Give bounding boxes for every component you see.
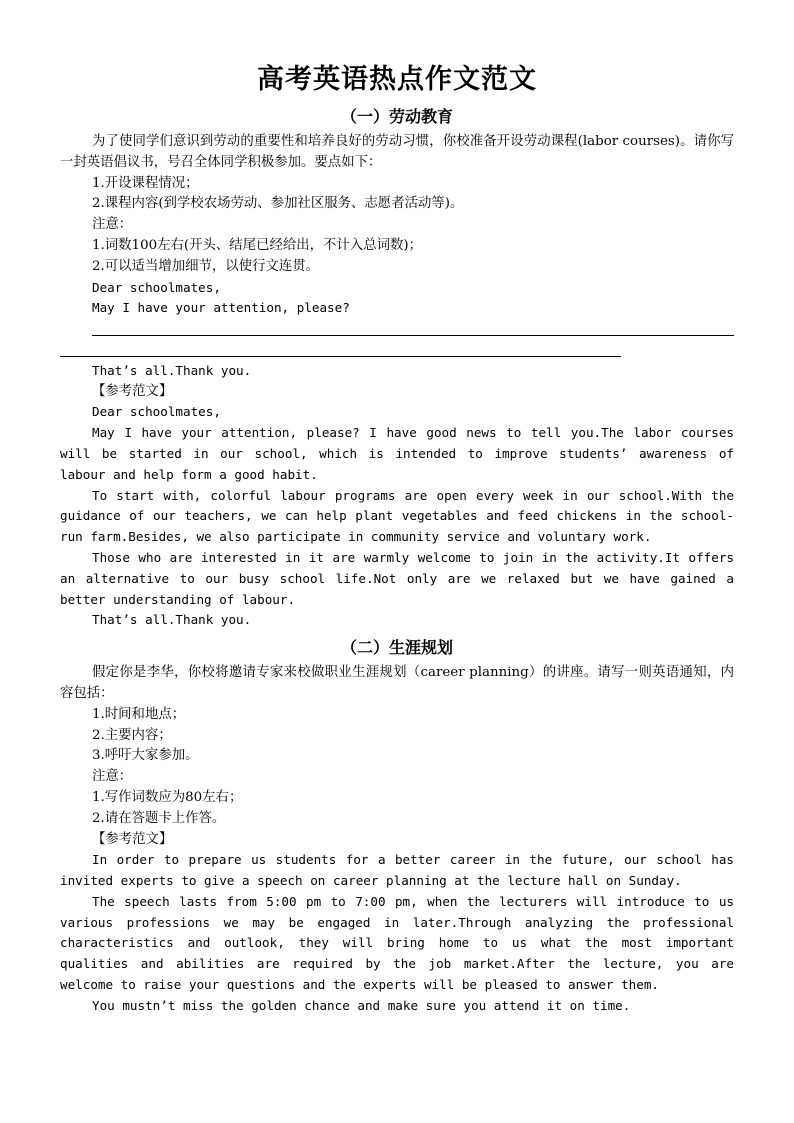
note-label: 注意： xyxy=(92,217,133,233)
note-item: 1.写作词数应为80左右； xyxy=(92,789,243,805)
note-label: 注意： xyxy=(92,769,133,785)
sample-paragraph: May I have your attention, please? I have good news to tell you.The labor courses will be started in our school, which is intended to improve students’ awareness of labour and help form a good habit. xyxy=(60,425,734,482)
section-heading: （一）劳动教育 xyxy=(340,107,453,126)
task-point: 2.主要内容； xyxy=(92,727,172,743)
letter-opening: May I have your attention, please? xyxy=(92,300,350,316)
letter-greeting: Dear schoolmates, xyxy=(92,279,221,295)
section-heading: （二）生涯规划 xyxy=(340,638,453,658)
sample-label: 【参考范文】 xyxy=(92,383,173,399)
note-item: 1.词数100左右(开头、结尾已经给出，不计入总词数)； xyxy=(92,237,422,253)
sample-greeting: Dear schoolmates, xyxy=(92,404,221,420)
sample-paragraph: To start with, colorful labour programs are open every week in our school.With the guidance of our teachers, we can help plant vegetables and feed chickens in the school-run farm.Besides, we also participate in community service and voluntary work. xyxy=(60,487,734,545)
answer-blank-line xyxy=(60,340,734,361)
document-title: 高考英语热点作文范文 xyxy=(257,64,537,95)
task-point: 2.课程内容(到学校农场劳动、参加社区服务、志愿者活动等)。 xyxy=(92,196,464,212)
task-point: 3.呼吁大家参加。 xyxy=(92,748,199,764)
sample-paragraph: In order to prepare us students for a better career in the future, our school has invited experts to give a speech on career planning at the lecture hall on Sunday. xyxy=(60,852,734,889)
task-point: 1.时间和地点； xyxy=(92,706,186,722)
section-career-planning xyxy=(60,637,734,1017)
sample-paragraph: That’s all.Thank you. xyxy=(92,612,252,628)
task-point: 1.开设课程情况； xyxy=(92,175,199,191)
task-prompt: 为了使同学们意识到劳动的重要性和培养良好的劳动习惯，你校准备开设劳动课程(labor courses)。请你写一封英语倡议书，号召全体同学积极参加。要点如下： xyxy=(60,134,734,170)
task-prompt: 假定你是李华，你校将邀请专家来校做职业生涯规划（career planning）的讲座。请写一则英语通知，内容包括： xyxy=(60,665,734,701)
sample-paragraph: The speech lasts from 5:00 pm to 7:00 pm, when the lecturers will introduce to us various professions we may be engaged in later.Through analyzing the professional characteristics and outlook, they will bring home to us what the most important qualities and abilities are required by the job market.After the lecture, you are welcome to raise your questions and the experts will be pleased to answer them. xyxy=(60,893,734,993)
answer-blank-line xyxy=(60,319,734,340)
note-item: 2.请在答题卡上作答。 xyxy=(92,810,226,826)
sample-label: 【参考范文】 xyxy=(92,831,173,847)
section-labor-education xyxy=(60,106,734,631)
note-item: 2.可以适当增加细节，以使行文连贯。 xyxy=(92,258,320,274)
sample-paragraph: Those who are interested in it are warmly welcome to join in the activity.It offers an alternative to our busy school life.Not only are we relaxed but we have gained a better understanding of labour. xyxy=(60,549,734,607)
document-page xyxy=(60,62,734,1017)
sample-paragraph: You mustn’t miss the golden chance and make sure you attend it on time. xyxy=(92,997,631,1013)
letter-closing: That’s all.Thank you. xyxy=(92,362,252,378)
